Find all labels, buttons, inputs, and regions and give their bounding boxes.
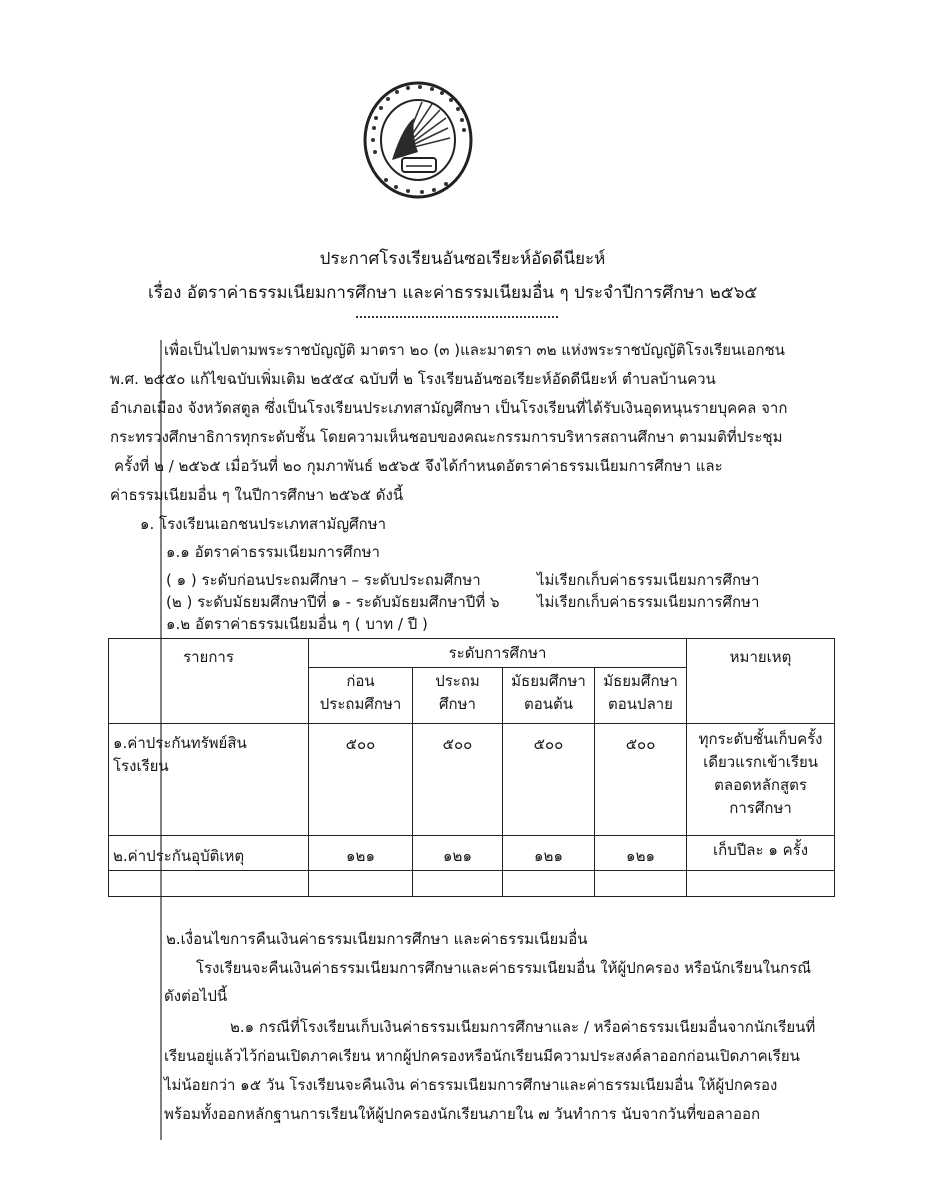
section2-para1-line: โรงเรียนจะคืนเงินค่าธรรมเนียมการศึกษาและค่าธรรมเนียมอื่น ให้ผู้ปกครอง หรือนักเรียนในกรณี	[196, 959, 812, 977]
intro-line: พ.ศ. ๒๕๕๐ แก้ไขฉบับเพิ่มเติม ๒๕๕๔ ฉบับที่ ๒ โรงเรียนอันซอเรียะห์อัดดีนียะห์ ตำบลบ้านควน	[110, 370, 716, 388]
header-levels: ระดับการศึกษา	[309, 639, 687, 668]
row-value: ๕๐๐	[309, 724, 413, 836]
section1-sub1: ๑.๑ อัตราค่าธรรมเนียมการศึกษา	[166, 543, 380, 561]
section2-para2-line: ๒.๑ กรณีที่โรงเรียนเก็บเงินค่าธรรมเนียมการศึกษาและ / หรือค่าธรรมเนียมอื่นจากนักเรียนที่	[230, 1018, 816, 1036]
header-level-preprimary: ก่อน ประถมศึกษา	[309, 668, 413, 724]
school-seal-logo	[362, 80, 474, 200]
row-value: ๕๐๐	[413, 724, 503, 836]
intro-line: ครั้งที่ ๒ / ๒๕๖๕ เมื่อวันที่ ๒๐ กุมภาพันธ์ ๒๕๖๕ จึงได้กำหนดอัตราค่าธรรมเนียมการศึกษา และ	[114, 457, 723, 475]
row-item: ๒.ค่าประกันอุบัติเหตุ	[109, 836, 309, 871]
row-value: ๕๐๐	[595, 724, 687, 836]
level2-label: (๒ ) ระดับมัธยมศึกษาปีที่ ๑ - ระดับมัธยมศึกษาปีที่ ๖	[166, 593, 500, 611]
header-level-primary: ประถม ศึกษา	[413, 668, 503, 724]
announcement-title: ประกาศโรงเรียนอันซอเรียะห์อัดดีนียะห์	[319, 249, 606, 269]
intro-line: เพื่อเป็นไปตามพระราชบัญญัติ มาตรา ๒๐ (๓ )และมาตรา ๓๒ แห่งพระราชบัญญัติโรงเรียนเอกชน	[164, 341, 785, 359]
section2-para2-line: พร้อมทั้งออกหลักฐานการเรียนให้ผู้ปกครองนักเรียนภายใน ๗ วันทำการ นับจากวันที่ขอลาออก	[164, 1105, 761, 1123]
header-level-lower-secondary: มัธยมศึกษา ตอนต้น	[503, 668, 595, 724]
level2-value: ไม่เรียกเก็บค่าธรรมเนียมการศึกษา	[537, 593, 760, 611]
section1-sub2: ๑.๒ อัตราค่าธรรมเนียมอื่น ๆ ( บาท / ปี )	[166, 615, 428, 633]
row-value: ๑๒๑	[595, 836, 687, 871]
section2-para2-line: เรียนอยู่แล้วไว้ก่อนเปิดภาคเรียน หากผู้ปกครองหรือนักเรียนมีความประสงค์ลาออกก่อนเปิดภาคเรียน	[164, 1047, 800, 1065]
section2-para2-line: ไม่น้อยกว่า ๑๕ วัน โรงเรียนจะคืนเงิน ค่าธรรมเนียมการศึกษาและค่าธรรมเนียมอื่น ให้ผู้ปกครอง	[164, 1076, 778, 1094]
row-note: เก็บปีละ ๑ ครั้ง	[687, 836, 835, 871]
section1-heading: ๑. โรงเรียนเอกชนประเภทสามัญศึกษา	[140, 515, 387, 533]
row-item: ๑.ค่าประกันทรัพย์สิน โรงเรียน	[109, 724, 309, 836]
row-value: ๕๐๐	[503, 724, 595, 836]
fee-table	[108, 638, 835, 897]
row-note: ทุกระดับชั้นเก็บครั้ง เดียวแรกเข้าเรียน ตลอดหลักสูตร การศึกษา	[687, 724, 835, 836]
intro-line: อำเภอเมือง จังหวัดสตูล ซึ่งเป็นโรงเรียนประเภทสามัญศึกษา เป็นโรงเรียนที่ได้รับเงินอุดหนุนรายบุคคล จาก	[110, 399, 788, 417]
row-value: ๑๒๑	[503, 836, 595, 871]
header-note: หมายเหตุ	[687, 639, 835, 724]
row-value: ๑๒๑	[413, 836, 503, 871]
level1-label: ( ๑ ) ระดับก่อนประถมศึกษา – ระดับประถมศึกษา	[166, 571, 481, 589]
announcement-subject: เรื่อง อัตราค่าธรรมเนียมการศึกษา และค่าธรรมเนียมอื่น ๆ ประจำปีการศึกษา ๒๕๖๕	[148, 283, 758, 303]
table-row-empty	[109, 871, 835, 897]
level1-value: ไม่เรียกเก็บค่าธรรมเนียมการศึกษา	[537, 571, 760, 589]
dotted-separator	[356, 316, 558, 318]
header-level-upper-secondary: มัธยมศึกษา ตอนปลาย	[595, 668, 687, 724]
table-row	[109, 836, 835, 871]
section2-para1-line: ดังต่อไปนี้	[164, 987, 228, 1005]
table-row	[109, 724, 835, 836]
intro-line: ค่าธรรมเนียมอื่น ๆ ในปีการศึกษา ๒๕๖๕ ดังนี้	[110, 486, 404, 504]
intro-line: กระทรวงศึกษาธิการทุกระดับชั้น โดยความเห็นชอบของคณะกรรมการบริหารสถานศึกษา ตามมติที่ประชุม	[110, 428, 783, 446]
row-value: ๑๒๑	[309, 836, 413, 871]
header-item: รายการ	[109, 639, 309, 724]
section2-heading: ๒.เงื่อนไขการคืนเงินค่าธรรมเนียมการศึกษา และค่าธรรมเนียมอื่น	[166, 930, 588, 948]
